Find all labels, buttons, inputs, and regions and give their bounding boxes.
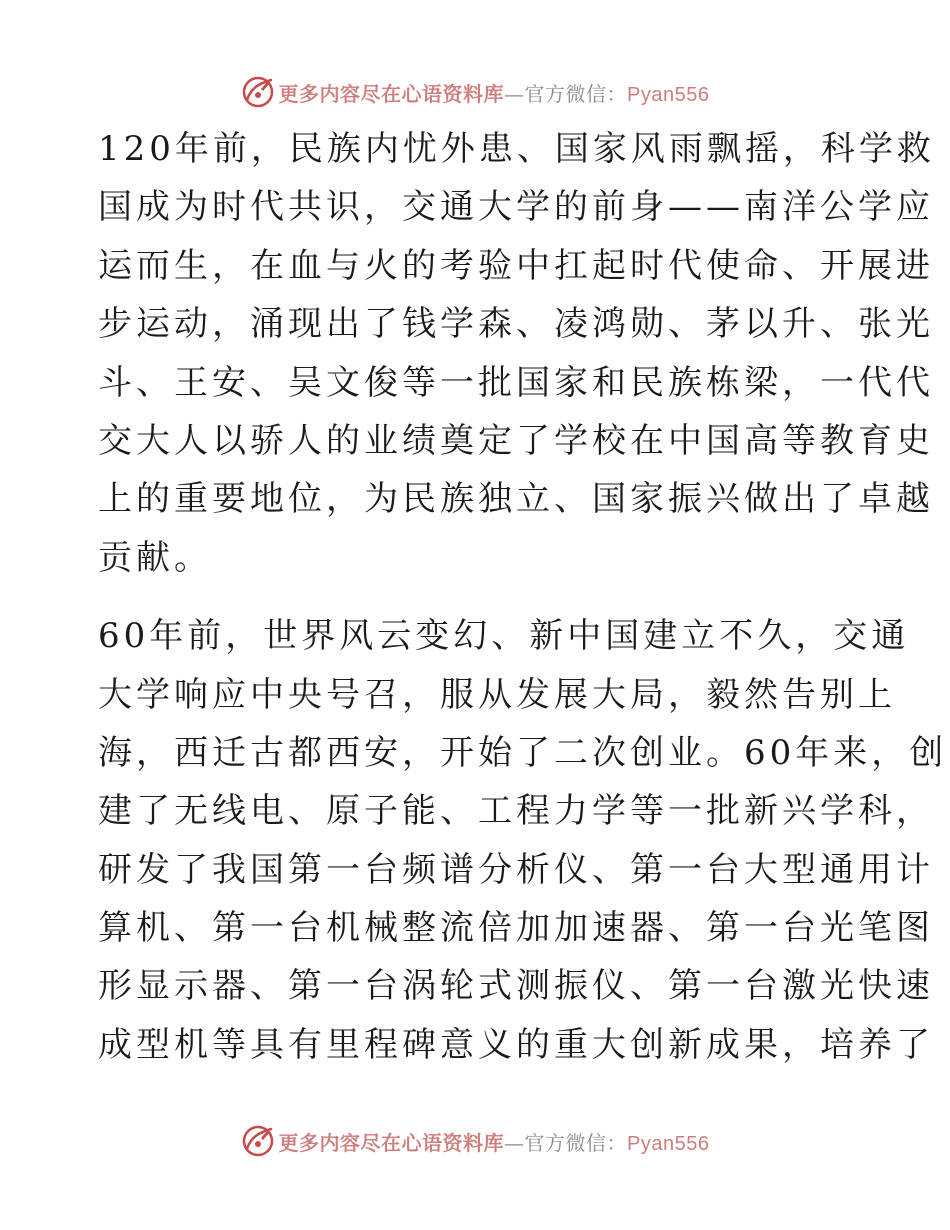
text-line: 成型机等具有里程碑意义的重大创新成果，培养了 [98, 1024, 934, 1065]
text-line: 研发了我国第一台频谱分析仪、第一台大型通用计 [98, 849, 934, 890]
banner-sub: 官方微信： [524, 1130, 628, 1155]
banner-text [279, 1127, 710, 1156]
document-body [98, 120, 948, 1094]
paragraph [98, 120, 935, 587]
banner-wechat-id: Pyan556 [627, 83, 710, 106]
text-line: 步运动，涌现出了钱学森、凌鸿勋、茅以升、张光 [98, 304, 934, 345]
footer-banner [0, 1121, 950, 1161]
banner-main: 更多内容尽在心语资料库 [278, 1130, 505, 1155]
text-line: 建了无线电、原子能、工程力学等一批新兴学科， [98, 791, 934, 832]
banner-dash: — [504, 1130, 525, 1155]
banner-sub: 官方微信： [524, 81, 628, 106]
banner-text [279, 78, 710, 107]
text-line: 贡献。 [98, 537, 212, 578]
text-line: 交大人以骄人的业绩奠定了学校在中国高等教育史 [98, 420, 934, 461]
text-line: 运而生，在血与火的考验中扛起时代使命、开展进 [98, 245, 934, 286]
banner-dash: — [504, 81, 525, 106]
banner-main: 更多内容尽在心语资料库 [278, 81, 505, 106]
text-line: 120年前，民族内忧外患、国家风雨飘摇，科学救 [98, 129, 935, 169]
text-line: 60年前，世界风云变幻、新中国建立不久，交通 [98, 616, 910, 657]
text-line: 形显示器、第一台涡轮式测振仪、第一台激光快速 [98, 966, 934, 1007]
text-line: 海，西迁古都西安，开始了二次创业。60年来，创 [98, 732, 948, 773]
pen-logo-icon [241, 1124, 275, 1158]
pen-logo-icon [241, 75, 275, 109]
text-line: 斗、王安、吴文俊等一批国家和民族栋梁，一代代 [98, 362, 934, 403]
header-banner [0, 72, 950, 112]
text-line: 上的重要地位，为民族独立、国家振兴做出了卓越 [98, 479, 934, 520]
text-line: 算机、第一台机械整流倍加加速器、第一台光笔图 [98, 908, 934, 949]
text-line: 国成为时代共识，交通大学的前身——南洋公学应 [98, 187, 934, 228]
text-line: 大学响应中央号召，服从发展大局，毅然告别上 [98, 674, 896, 715]
banner-wechat-id: Pyan556 [627, 1132, 710, 1155]
paragraph [98, 607, 948, 1074]
